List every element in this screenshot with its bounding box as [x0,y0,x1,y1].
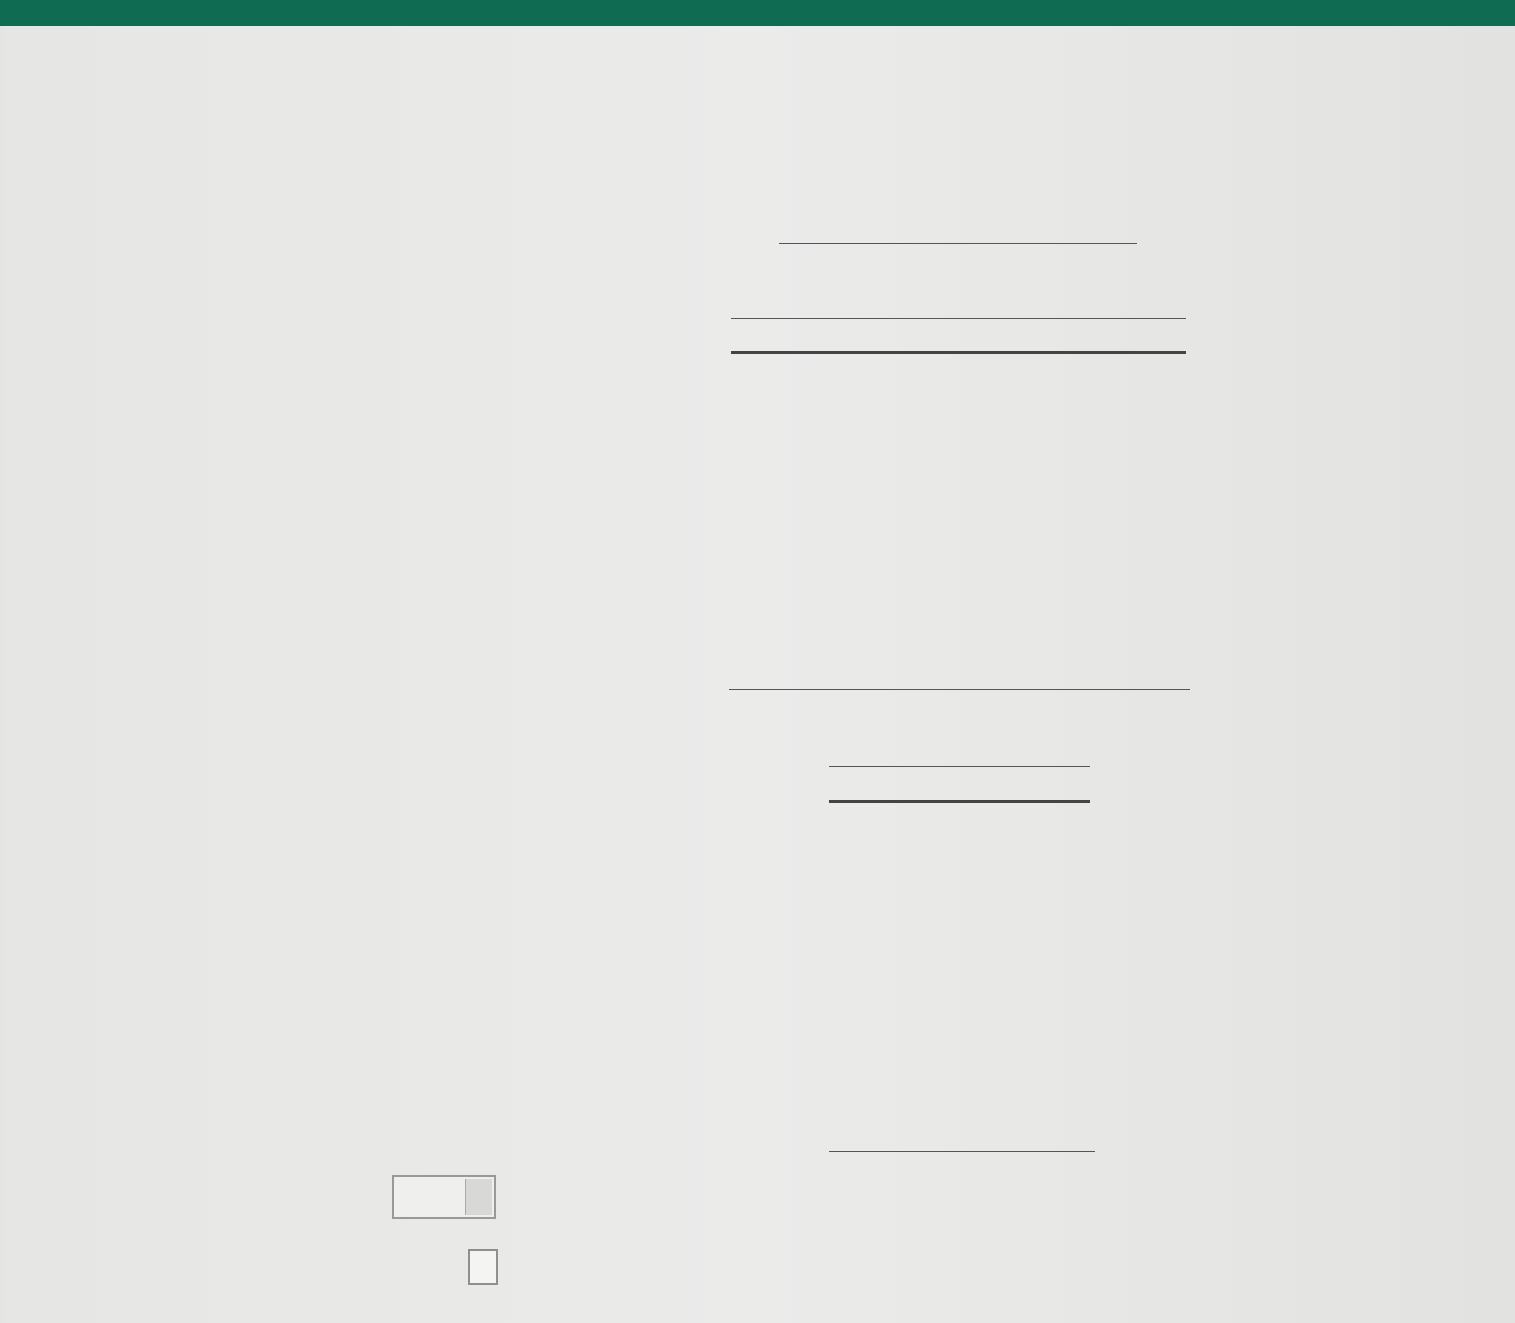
ls-lf-header-rule [731,351,1186,354]
content-panel [4,26,1515,1323]
ls-lf-top-rule [731,318,1186,319]
slack-top-rule [829,766,1090,767]
ls-lf-bottom-rule [729,689,1190,690]
dropdown-arrow-icon[interactable] [465,1179,492,1215]
completion-time-input[interactable] [468,1249,498,1285]
slack-bottom-rule [829,1151,1095,1152]
top-bar [0,0,1515,26]
critical-path-dropdown[interactable] [392,1175,496,1219]
es-ef-table-bottom-rule [779,243,1137,244]
slack-header-rule [829,800,1090,803]
